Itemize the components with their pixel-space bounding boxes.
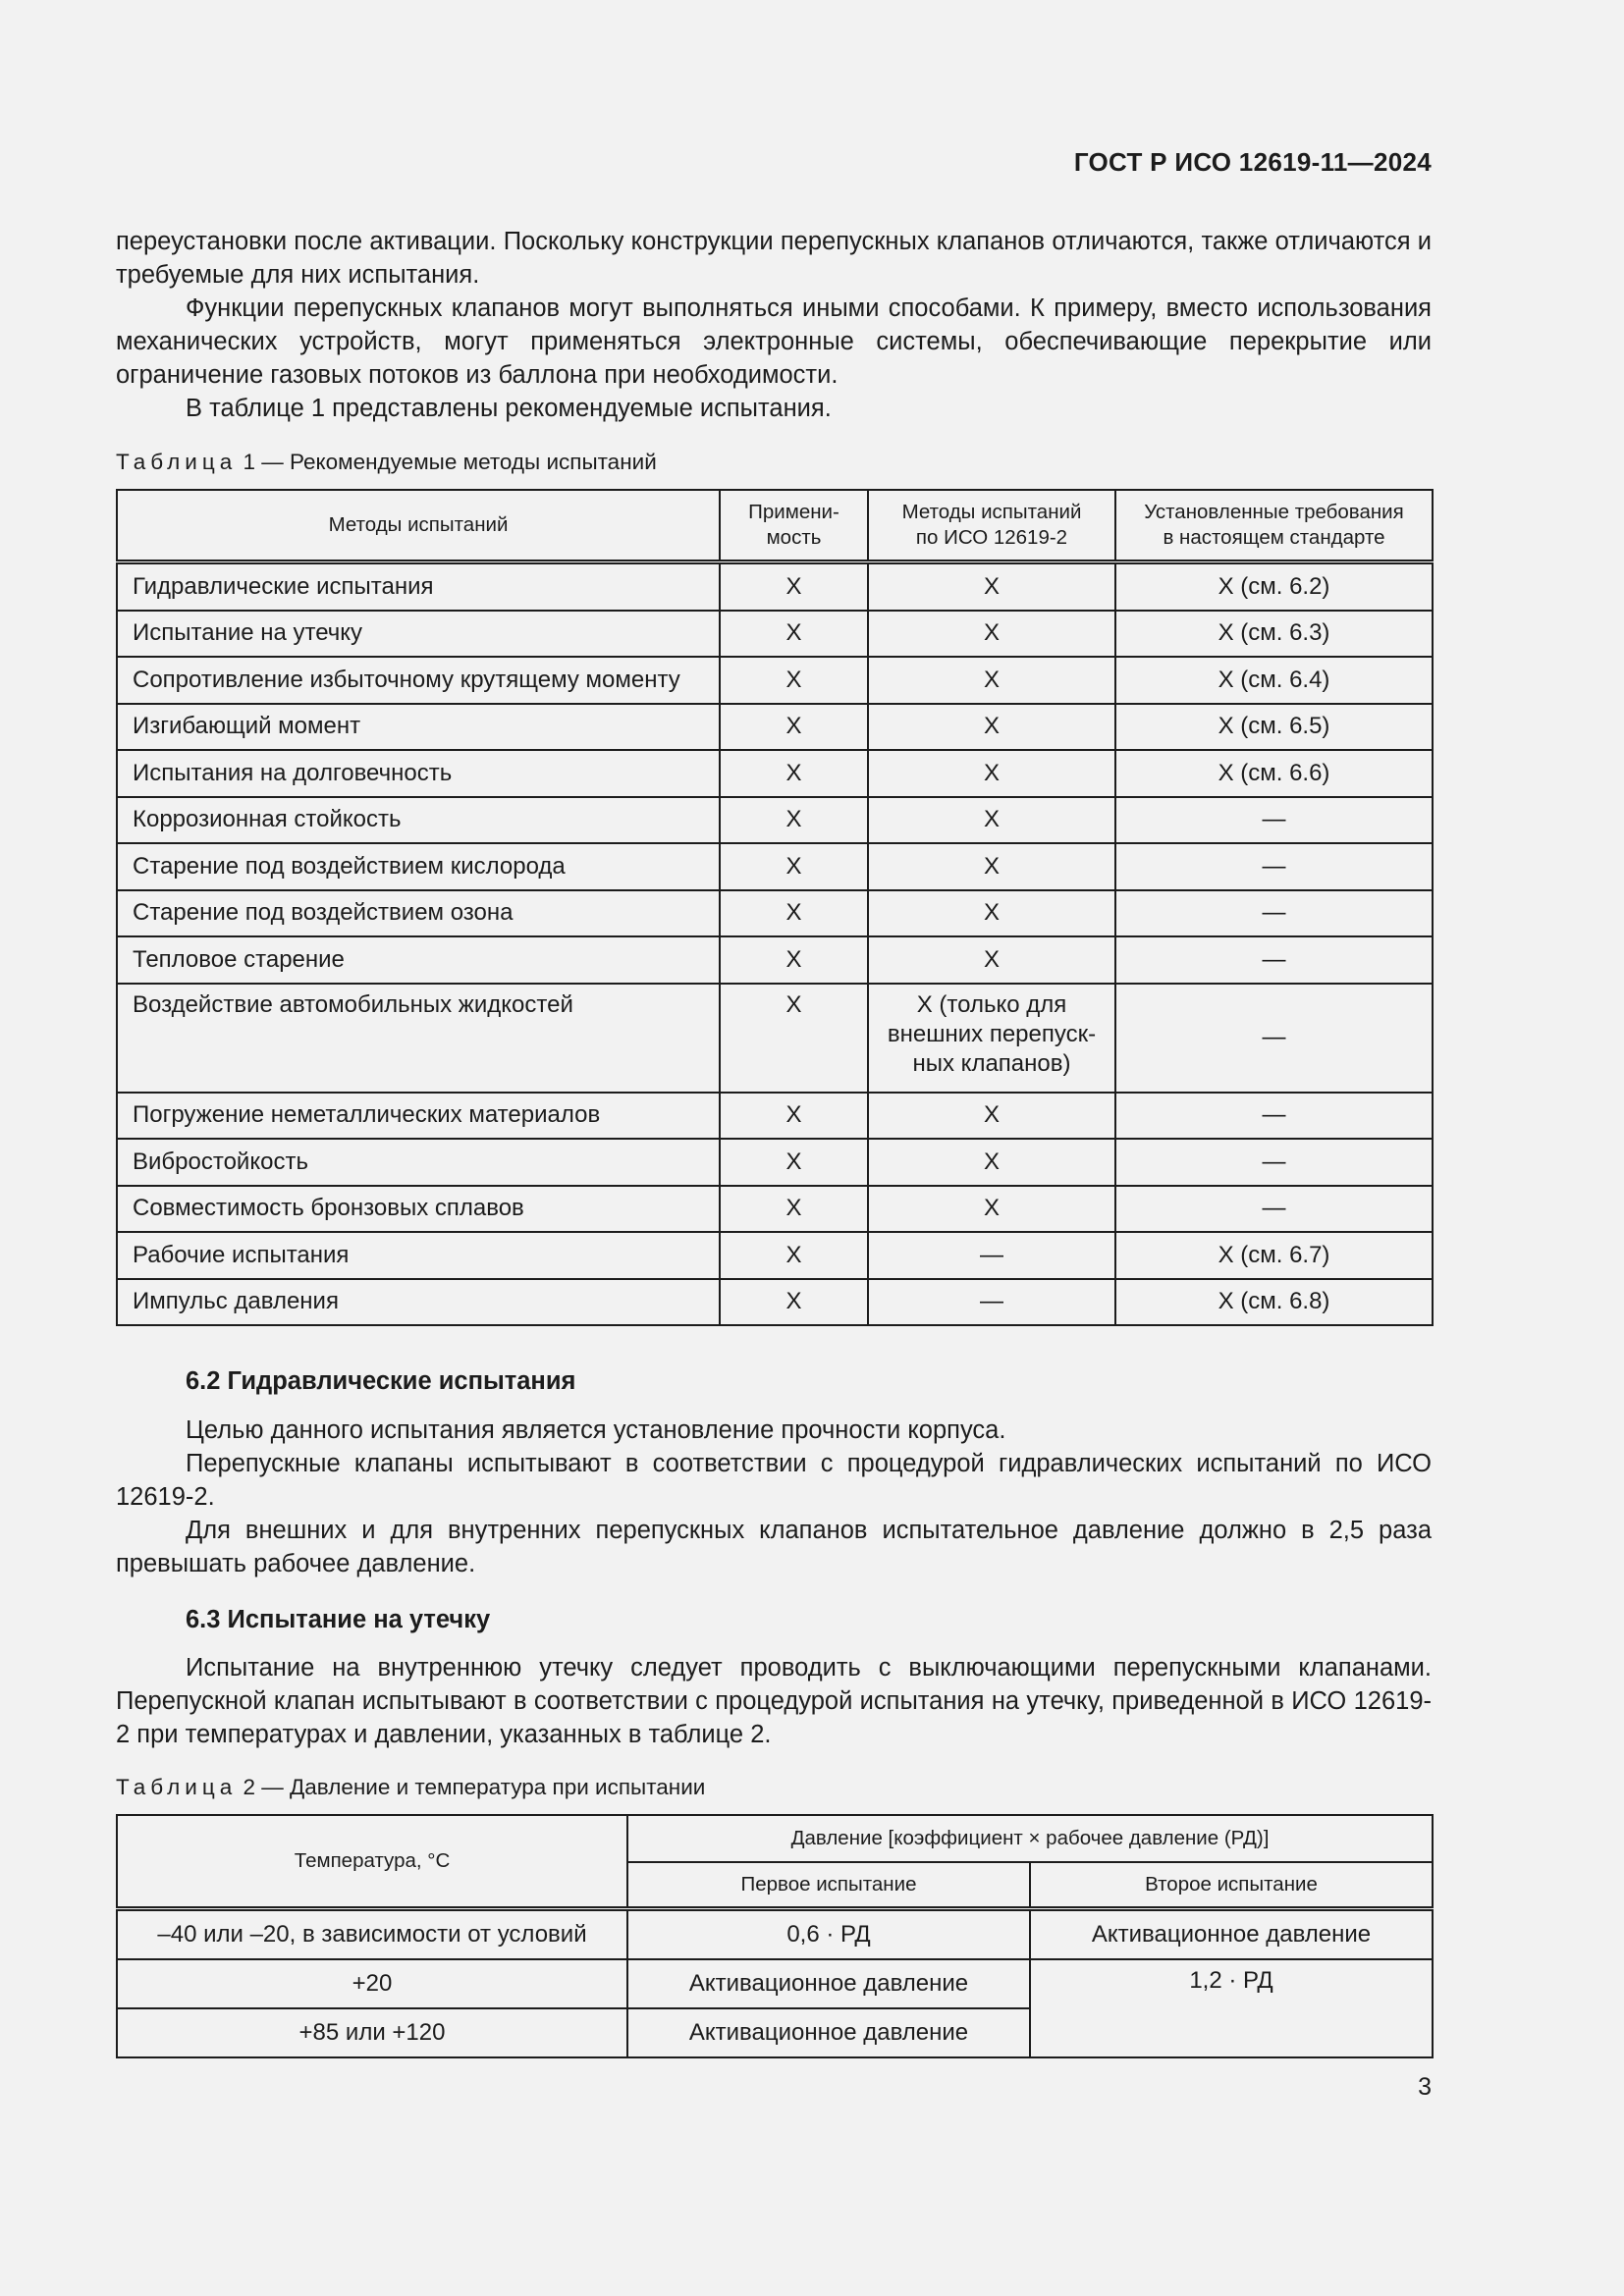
table1-cell-method: Совместимость бронзовых сплавов — [117, 1186, 720, 1233]
table1-cell-iso-method: X — [868, 936, 1115, 984]
section-6-2-paragraph-3: Для внешних и для внутренних перепускных клапанов испытательное давление должно в 2,5 раза превышать рабочее давление. — [116, 1517, 1432, 1577]
table1-cell-iso-method: X — [868, 890, 1115, 937]
table1-cell-method: Импульс давления — [117, 1279, 720, 1326]
table1-header-requirements: Установленные требования в настоящем стандарте — [1115, 490, 1433, 562]
table1-row — [117, 657, 1433, 704]
table1-cell-iso-method: X — [868, 843, 1115, 890]
table1-cell-iso-method: X — [868, 750, 1115, 797]
table2 — [116, 1814, 1434, 2058]
page-number: 3 — [1418, 2073, 1432, 2101]
table1-header-applicability: Примени- мость — [720, 490, 868, 562]
table1-cell-applicability: X — [720, 750, 868, 797]
table1-cell-method: Гидравлические испытания — [117, 562, 720, 611]
intro-paragraph-2: Функции перепускных клапанов могут выполняться иными способами. К примеру, вместо использования механических устройств, могут применяться электронные системы, обеспечивающие перекрытие или ограничение газовых потоков из баллона при необходимости. — [116, 294, 1432, 389]
table1-cell-applicability: X — [720, 657, 868, 704]
section-6-2-paragraph-2: Перепускные клапаны испытывают в соответствии с процедурой гидравлических испытаний по ИСО 12619-2. — [116, 1450, 1432, 1511]
table1-cell-method: Коррозионная стойкость — [117, 797, 720, 844]
table1-cell-applicability: X — [720, 797, 868, 844]
table1-caption-text: 1 — Рекомендуемые методы испытаний — [237, 450, 657, 474]
table1-row — [117, 1139, 1433, 1186]
table1-cell-applicability: X — [720, 936, 868, 984]
table1-cell-method: Рабочие испытания — [117, 1232, 720, 1279]
table2-row — [117, 1959, 1433, 2008]
table2-cell-first: 0,6 · РД — [627, 1909, 1030, 1960]
table2-cell-temperature: +85 или +120 — [117, 2008, 627, 2057]
table1-row — [117, 843, 1433, 890]
table1-row — [117, 562, 1433, 611]
table1-header-row — [117, 490, 1433, 562]
section-6-2-title: 6.2 Гидравлические испытания — [186, 1367, 576, 1395]
table1-cell-applicability: X — [720, 984, 868, 1093]
table1-cell-applicability: X — [720, 890, 868, 937]
table1-cell-iso-method: X — [868, 657, 1115, 704]
table1-row — [117, 1186, 1433, 1233]
table1-body — [117, 562, 1433, 1326]
table1-cell-requirement: — — [1115, 1093, 1433, 1140]
table2-header-first-test: Первое испытание — [627, 1862, 1030, 1909]
table2-header-second-test: Второе испытание — [1030, 1862, 1433, 1909]
table1-cell-requirement: — — [1115, 1139, 1433, 1186]
table1-row — [117, 936, 1433, 984]
document-code: ГОСТ Р ИСО 12619-11—2024 — [1073, 147, 1432, 177]
table1-cell-applicability: X — [720, 1279, 868, 1326]
table1-caption — [116, 449, 657, 476]
table2-cell-second: Активационное давление — [1030, 1909, 1433, 1960]
section-6-3-paragraph-1: Испытание на внутреннюю утечку следует проводить с выключающими перепускными клапанами. Перепускной клапан испытывают в соответствии с процедурой испытания на утечку, приведенной в ИСО 12619-2 при температурах и давлении, указанных в таблице 2. — [116, 1654, 1432, 1748]
table1-cell-requirement: X (см. 6.6) — [1115, 750, 1433, 797]
intro-paragraph-3: В таблице 1 представлены рекомендуемые испытания. — [186, 395, 832, 422]
table1-cell-iso-method: X — [868, 562, 1115, 611]
table1-row — [117, 1279, 1433, 1326]
table1-row — [117, 890, 1433, 937]
table1-cell-applicability: X — [720, 843, 868, 890]
table1-cell-requirement: — — [1115, 890, 1433, 937]
table1-cell-iso-method: X — [868, 1186, 1115, 1233]
table2-row — [117, 1909, 1433, 1960]
table1-cell-method: Старение под воздействием озона — [117, 890, 720, 937]
table1-row — [117, 797, 1433, 844]
table1-cell-method: Испытания на долговечность — [117, 750, 720, 797]
table1-cell-applicability: X — [720, 1093, 868, 1140]
table1-cell-method: Воздействие автомобильных жидкостей — [117, 984, 720, 1093]
table1-row — [117, 704, 1433, 751]
table2-header-pressure: Давление [коэффициент × рабочее давление (РД)] — [627, 1815, 1433, 1862]
table2-cell-second: 1,2 · РД — [1030, 1959, 1433, 2057]
table1-cell-requirement: X (см. 6.3) — [1115, 611, 1433, 658]
table1-cell-method: Старение под воздействием кислорода — [117, 843, 720, 890]
table1-row — [117, 1093, 1433, 1140]
table1-cell-iso-method: X — [868, 1139, 1115, 1186]
table1-cell-applicability: X — [720, 704, 868, 751]
table1-row — [117, 984, 1433, 1093]
table1-cell-iso-method: X — [868, 704, 1115, 751]
table1-cell-method: Испытание на утечку — [117, 611, 720, 658]
table1-cell-requirement: — — [1115, 1186, 1433, 1233]
table1-cell-method: Погружение неметаллических материалов — [117, 1093, 720, 1140]
table1-cell-requirement: — — [1115, 984, 1433, 1093]
table2-cell-temperature: –40 или –20, в зависимости от условий — [117, 1909, 627, 1960]
table1-row — [117, 1232, 1433, 1279]
table1-cell-requirement: X (см. 6.7) — [1115, 1232, 1433, 1279]
table1-cell-iso-method: — — [868, 1279, 1115, 1326]
intro-paragraph-1: переустановки после активации. Поскольку конструкции перепускных клапанов отличаются, также отличаются и требуемые для них испытания. — [116, 228, 1432, 289]
table1-cell-requirement: X (см. 6.4) — [1115, 657, 1433, 704]
table1-cell-requirement: X (см. 6.2) — [1115, 562, 1433, 611]
table1-cell-method: Тепловое старение — [117, 936, 720, 984]
table1-cell-requirement: — — [1115, 797, 1433, 844]
table1-cell-iso-method: X (только для внешних перепуск- ных клапанов) — [868, 984, 1115, 1093]
table1-cell-applicability: X — [720, 1186, 868, 1233]
table1-caption-label: Таблица — [116, 450, 238, 474]
table2-header-temperature: Температура, °С — [117, 1815, 627, 1909]
table1-cell-iso-method: X — [868, 1093, 1115, 1140]
table1-header-methods: Методы испытаний — [117, 490, 720, 562]
table1-cell-applicability: X — [720, 611, 868, 658]
table1-cell-applicability: X — [720, 1139, 868, 1186]
table1-cell-method: Вибростойкость — [117, 1139, 720, 1186]
table2-header-row-1 — [117, 1815, 1433, 1862]
table1-cell-requirement: — — [1115, 936, 1433, 984]
table1-cell-requirement: — — [1115, 843, 1433, 890]
table1-cell-iso-method: — — [868, 1232, 1115, 1279]
intro-text — [116, 225, 1432, 425]
table2-caption-label: Таблица — [116, 1775, 238, 1799]
section-6-3-text — [116, 1651, 1432, 1751]
table1-header-iso-methods: Методы испытаний по ИСО 12619-2 — [868, 490, 1115, 562]
table1-cell-applicability: X — [720, 562, 868, 611]
table2-cell-first: Активационное давление — [627, 2008, 1030, 2057]
table1-row — [117, 750, 1433, 797]
section-6-2-text — [116, 1414, 1432, 1580]
table1-row — [117, 611, 1433, 658]
table1-cell-method: Сопротивление избыточному крутящему моменту — [117, 657, 720, 704]
section-6-2-paragraph-1: Целью данного испытания является установление прочности корпуса. — [186, 1416, 1006, 1444]
table1-cell-requirement: X (см. 6.5) — [1115, 704, 1433, 751]
table2-caption-text: 2 — Давление и температура при испытании — [237, 1775, 706, 1799]
table2-caption — [116, 1774, 705, 1801]
section-6-3-title: 6.3 Испытание на утечку — [186, 1606, 491, 1633]
table1 — [116, 489, 1434, 1326]
table2-cell-first: Активационное давление — [627, 1959, 1030, 2008]
table1-cell-iso-method: X — [868, 797, 1115, 844]
table1-cell-method: Изгибающий момент — [117, 704, 720, 751]
table2-cell-temperature: +20 — [117, 1959, 627, 2008]
table1-cell-iso-method: X — [868, 611, 1115, 658]
table1-cell-requirement: X (см. 6.8) — [1115, 1279, 1433, 1326]
table1-cell-applicability: X — [720, 1232, 868, 1279]
